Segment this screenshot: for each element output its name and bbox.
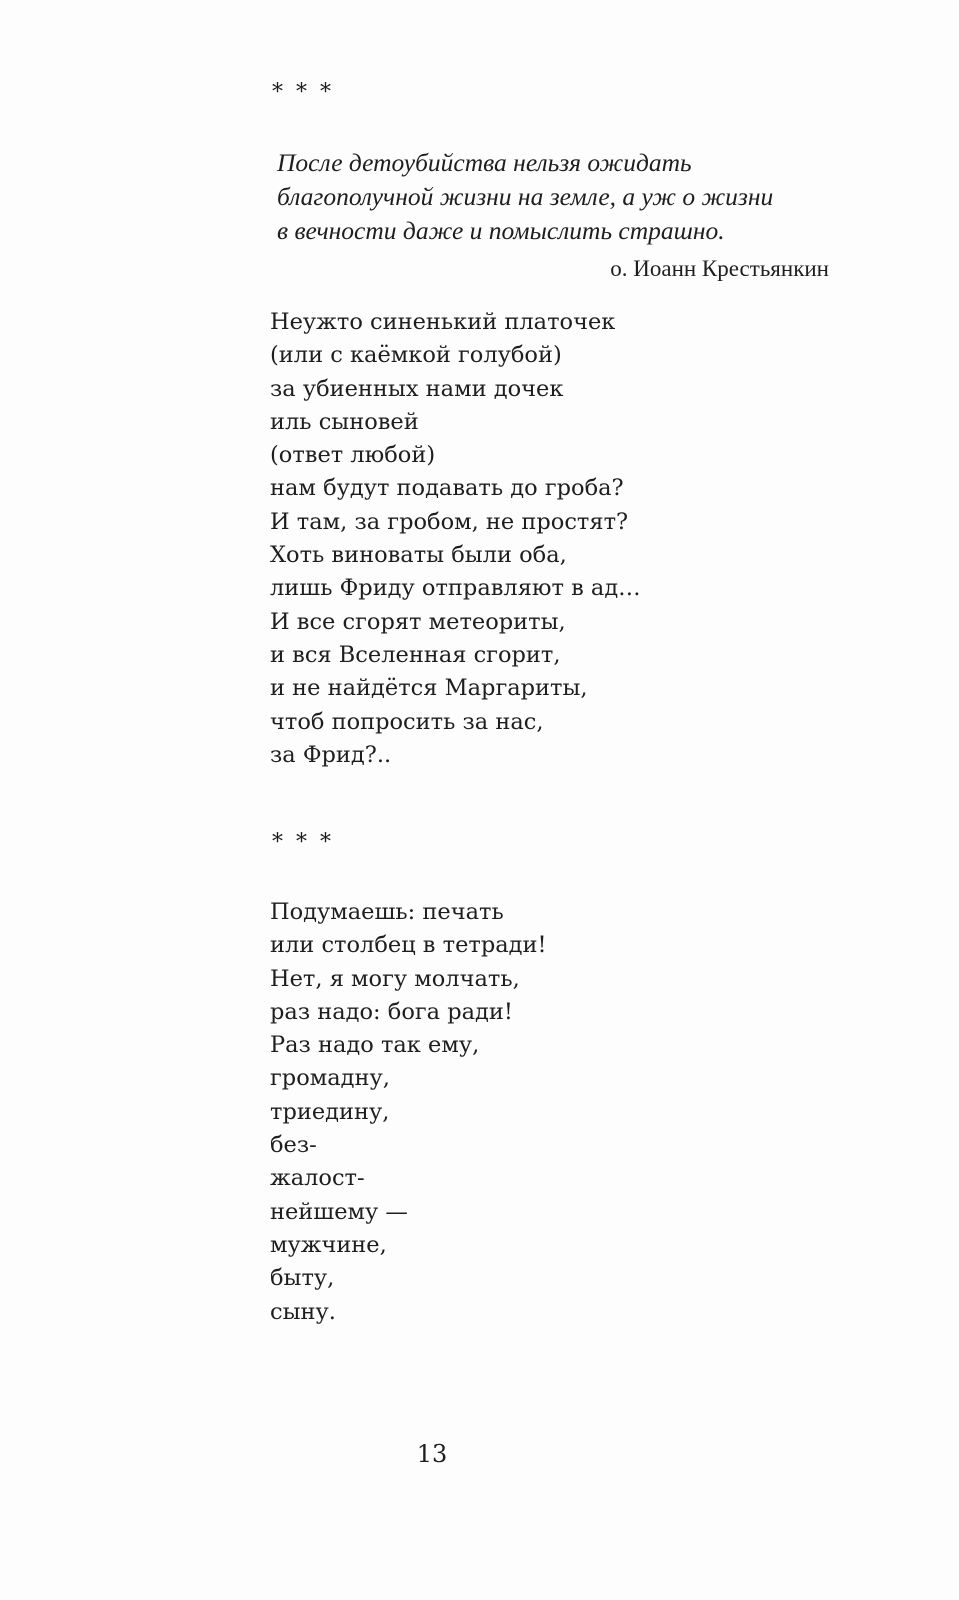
poem-line: за убиенных нами дочек xyxy=(270,375,564,402)
poem-line: за Фрид?.. xyxy=(270,741,392,768)
poem-line: (ответ любой) xyxy=(270,442,436,469)
epigraph-author: о. Иоанн Крестьянкин xyxy=(610,256,829,281)
poem-line: и вся Вселенная сгорит, xyxy=(270,641,561,668)
poem-line: нейшему — xyxy=(270,1198,408,1225)
poem-line: Хоть виноваты были оба, xyxy=(270,542,567,569)
poem-line: иль сыновей xyxy=(270,408,419,435)
poem-line: нам будут подавать до гроба? xyxy=(270,475,624,502)
poem-2 xyxy=(270,896,547,1329)
poem-line: раз надо: бога ради! xyxy=(270,998,513,1025)
epigraph xyxy=(277,146,837,286)
poem-line: Неужто синенький платочек xyxy=(270,309,616,335)
poem-line: триедину, xyxy=(270,1098,390,1125)
epigraph-line: благополучной жизни на земле, а уж о жизни xyxy=(277,182,774,211)
page-number: 13 xyxy=(416,1440,448,1468)
poem-line: быту, xyxy=(270,1265,335,1292)
poem-line: и не найдётся Маргариты, xyxy=(270,675,588,702)
section-separator: * * * xyxy=(272,830,334,855)
poem-line: жалост- xyxy=(270,1165,365,1192)
poem-line: чтоб попросить за нас, xyxy=(270,708,544,735)
poem-line: Раз надо так ему, xyxy=(270,1032,480,1059)
poem-line: без- xyxy=(270,1132,317,1159)
epigraph-line: в вечности даже и помыслить страшно. xyxy=(277,216,725,245)
epigraph-text xyxy=(277,146,837,248)
poem-line: И там, за гробом, не простят? xyxy=(270,508,629,535)
epigraph-line: После детоубийства нельзя ожидать xyxy=(277,148,692,177)
poem-line: Подумаешь: печать xyxy=(270,899,504,925)
poem-1 xyxy=(270,306,641,772)
poem-line: сыну. xyxy=(270,1298,336,1325)
poem-line: Нет, я могу молчать, xyxy=(270,965,520,992)
poem-line: лишь Фриду отправляют в ад… xyxy=(270,575,641,602)
poem-line: или столбец в тетради! xyxy=(270,932,547,959)
poem-line: И все сгорят метеориты, xyxy=(270,608,566,635)
section-separator: * * * xyxy=(272,80,334,105)
poem-line: мужчине, xyxy=(270,1231,387,1258)
poem-line: (или с каёмкой голубой) xyxy=(270,342,562,369)
poem-line: громадну, xyxy=(270,1065,390,1092)
